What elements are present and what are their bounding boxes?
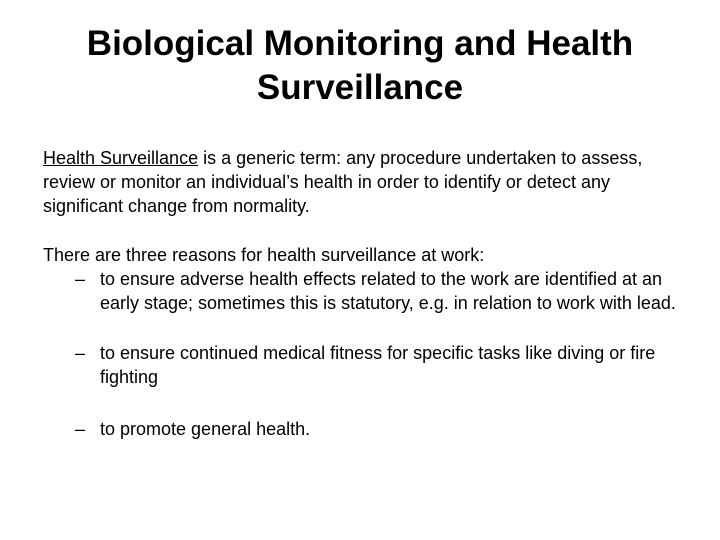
dash-bullet: – — [75, 343, 86, 363]
slide-title-line-1: Biological Monitoring and Health — [86, 24, 634, 63]
reasons-list — [43, 267, 693, 441]
reason-text: to ensure adverse health effects related to the work are identified at an early stage; sometimes this is statutory, e.g. in relation to work with lead. — [100, 269, 676, 313]
definition-paragraph — [43, 146, 693, 218]
slide-body — [43, 146, 693, 441]
definition-term: Health Surveillance — [43, 148, 199, 168]
definition-text: is a generic term: any procedure undertaken to assess, review or monitor an individual’s health in order to identify or detect any significant change from normality. — [43, 148, 643, 216]
reasons-intro: There are three reasons for health surveillance at work: — [43, 245, 485, 265]
reason-item-early-detection — [43, 267, 680, 315]
slide-title — [20, 22, 700, 110]
reason-item-general-health — [43, 417, 680, 441]
reason-text: to ensure continued medical fitness for specific tasks like diving or fire fighting — [100, 343, 656, 387]
slide-title-line-2: Surveillance — [256, 68, 464, 107]
dash-bullet: – — [75, 419, 86, 439]
reason-text: to promote general health. — [100, 419, 311, 439]
dash-bullet: – — [75, 269, 86, 289]
reason-item-medical-fitness — [43, 341, 680, 389]
